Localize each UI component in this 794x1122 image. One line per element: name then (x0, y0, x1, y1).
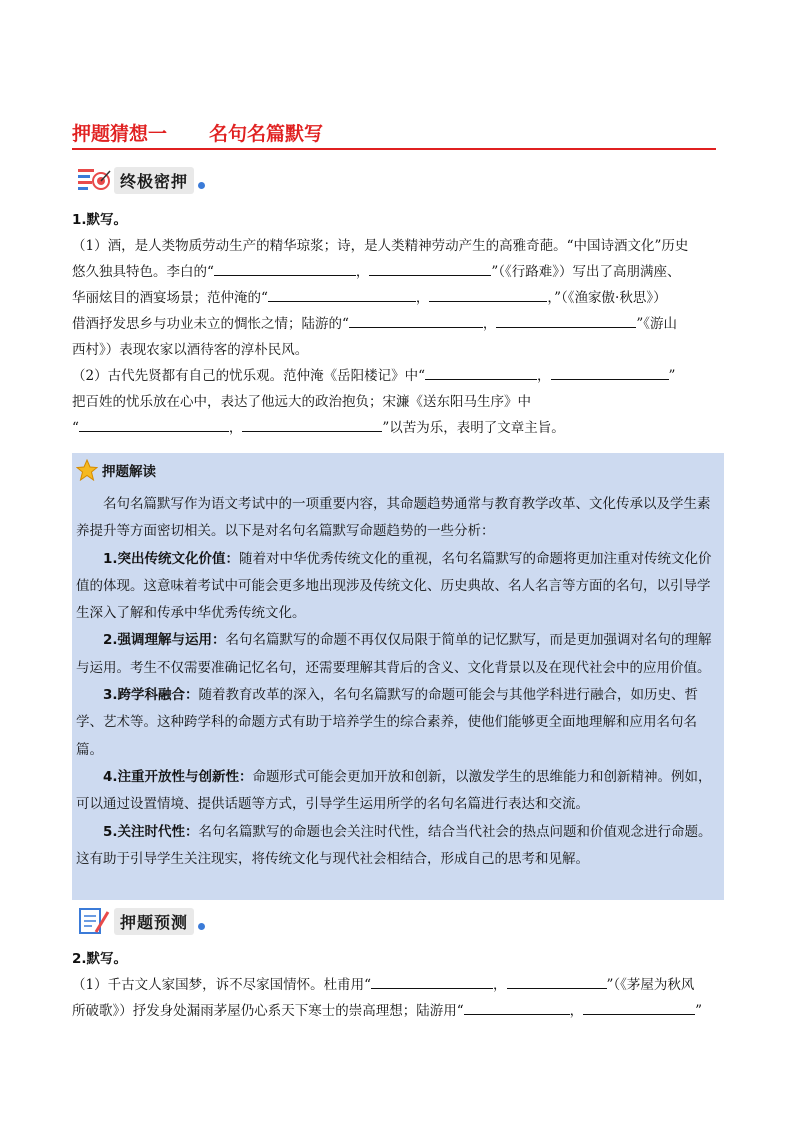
notebook-pen-icon (76, 906, 112, 936)
section-label: 终极密押 (114, 167, 194, 194)
dot-icon (198, 923, 205, 930)
answer-blank[interactable] (425, 364, 537, 380)
section-header-final (76, 165, 205, 195)
question-1-head: 1.默写。 (72, 212, 128, 228)
answer-blank[interactable] (496, 312, 636, 328)
panel-label: 押题解读 (102, 464, 156, 480)
q1-line: 华丽炫目的酒宴场景；范仲淹的“ ， ，”（《渔家傲·秋思》） (72, 285, 732, 311)
q1-line: 悠久独具特色。李白的“ ， ”（《行路难》）写出了高朋满座、 (72, 259, 732, 285)
star-icon (76, 459, 98, 481)
q2-line: （1）千古文人家国梦，诉不尽家国情怀。杜甫用“ ， ”（《茅屋为秋风 (72, 972, 732, 998)
q1-line: 把百姓的忧乐放在心中，表达了他远大的政治抱负；宋濂《送东阳马生序》中 (72, 394, 531, 410)
q1-line: “ ， ”以苦为乐，表明了文章主旨。 (72, 415, 732, 441)
answer-blank[interactable] (349, 312, 483, 328)
analysis-panel (72, 453, 724, 900)
section-header-prediction (76, 906, 205, 936)
answer-blank[interactable] (242, 416, 382, 432)
panel-header (76, 459, 156, 481)
title-part1: 押题猜想一 (72, 123, 168, 145)
page-title (72, 122, 716, 150)
panel-item: 4.注重开放性与创新性：命题形式可能会更加开放和创新，以激发学生的思维能力和创新精神。例如，可以通过设置情境、提供话题等方式，引导学生运用所学的名句名篇进行表达和交流。 (76, 768, 712, 813)
panel-intro: 名句名篇默写作为语文考试中的一项重要内容，其命题趋势通常与教育教学改革、文化传承以及学生素养提升等方面密切相关。以下是对名句名篇默写命题趋势的一些分析： (76, 496, 711, 540)
q2-line: 所破歌》）抒发身处漏雨茅屋仍心系天下寒士的崇高理想；陆游用“ ， ” (72, 998, 732, 1024)
answer-blank[interactable] (583, 999, 695, 1015)
section-label: 押题预测 (114, 908, 194, 935)
answer-blank[interactable] (214, 260, 356, 276)
q1-line: 西村》）表现农家以酒待客的淳朴民风。 (72, 342, 309, 358)
q1-line: 借酒抒发思乡与功业未立的惆怅之情；陆游的“ ， ”《游山 (72, 311, 732, 337)
panel-item: 1.突出传统文化价值：随着对中华优秀传统文化的重视，名句名篇默写的命题将更加注重对传统文化价值的体现。这意味着考试中可能会更多地出现涉及传统文化、历史典故、名人名言等方面的名句，以引导学生深入了解和传承中华优秀传统文化。 (76, 550, 712, 622)
panel-item: 3.跨学科融合：随着教育改革的深入，名句名篇默写的命题可能会与其他学科进行融合，如历史、哲学、艺术等。这种跨学科的命题方式有助于培养学生的综合素养，使他们能够更全面地理解和应用名句名篇。 (76, 687, 699, 758)
dot-icon (198, 182, 205, 189)
answer-blank[interactable] (371, 973, 493, 989)
answer-blank[interactable] (551, 364, 669, 380)
question-2 (72, 946, 732, 1024)
question-1 (72, 207, 732, 441)
answer-blank[interactable] (507, 973, 607, 989)
panel-item: 5.关注时代性：名句名篇默写的命题也会关注时代性，结合当代社会的热点问题和价值观念进行命题。这有助于引导学生关注现实，将传统文化与现代社会相结合，形成自己的思考和见解。 (76, 823, 712, 867)
answer-blank[interactable] (79, 416, 229, 432)
panel-body (76, 491, 720, 873)
answer-blank[interactable] (464, 999, 570, 1015)
title-part2: 名句名篇默写 (209, 123, 324, 145)
target-board-icon (76, 165, 112, 195)
q1-line: （1）酒，是人类物质劳动生产的精华琼浆；诗，是人类精神劳动产生的高雅奇葩。“中国诗酒文化”历史 (72, 238, 689, 254)
question-2-head: 2.默写。 (72, 951, 128, 967)
answer-blank[interactable] (369, 260, 491, 276)
panel-item: 2.强调理解与运用：名句名篇默写的命题不再仅仅局限于简单的记忆默写，而是更加强调对名句的理解与运用。考生不仅需要准确记忆名句，还需要理解其背后的含义、文化背景以及在现代社会中的应用价值。 (76, 632, 712, 676)
q1-line: （2）古代先贤都有自己的忧乐观。范仲淹《岳阳楼记》中“ ， ” (72, 363, 732, 389)
answer-blank[interactable] (268, 286, 416, 302)
answer-blank[interactable] (429, 286, 547, 302)
